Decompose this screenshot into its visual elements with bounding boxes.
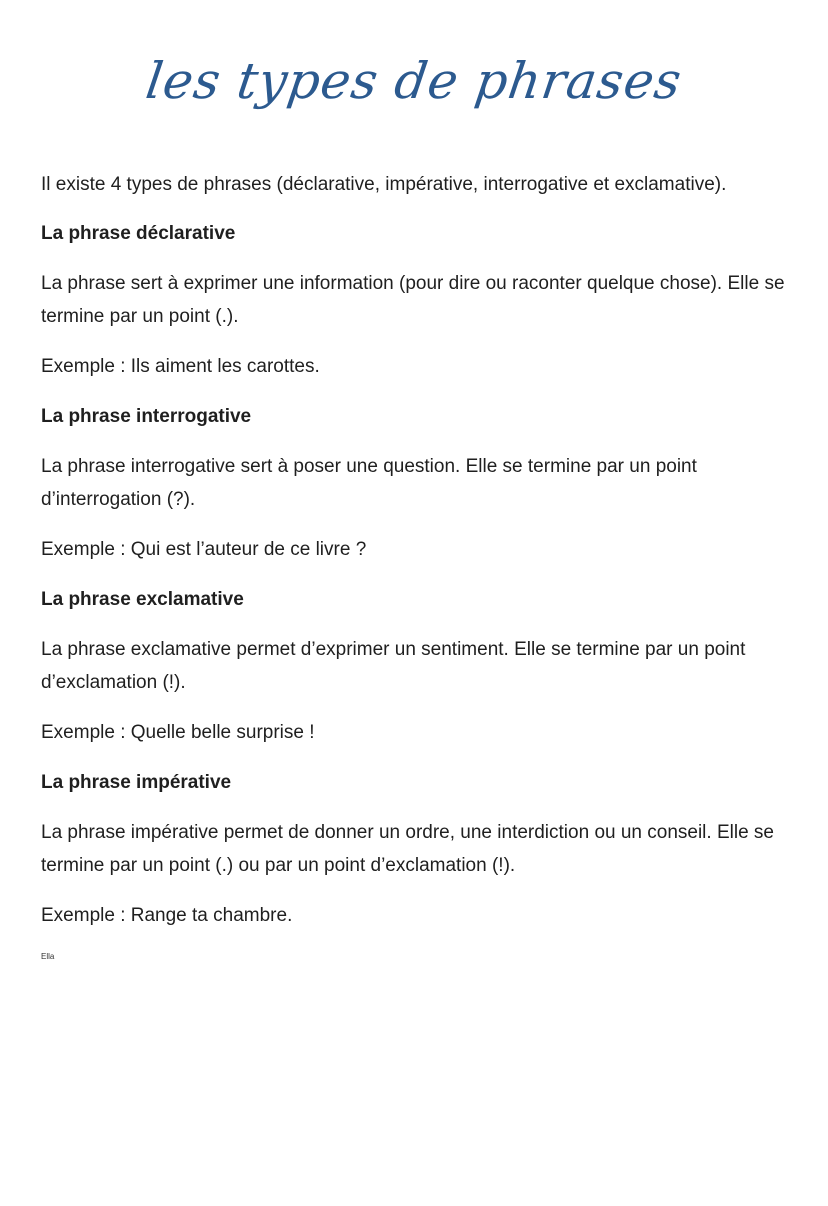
section-exclamative xyxy=(41,583,791,749)
section-example: Exemple : Qui est l’auteur de ce livre ? xyxy=(41,539,367,560)
section-example: Exemple : Ils aiment les carottes. xyxy=(41,356,320,377)
section-imperative xyxy=(41,766,791,932)
section-interrogative xyxy=(41,400,791,566)
section-heading: La phrase impérative xyxy=(41,772,232,793)
section-heading: La phrase déclarative xyxy=(41,223,236,244)
section-text: La phrase impérative permet de donner un ordre, une interdiction ou un conseil. Elle se termine par un point (.) ou par un point d’exclamation (!). xyxy=(41,822,774,876)
section-text: La phrase exclamative permet d’exprimer un sentiment. Elle se termine par un point d’exclamation (!). xyxy=(41,639,746,693)
section-declarative xyxy=(41,217,791,383)
author-signature: Ella xyxy=(41,952,55,961)
section-heading: La phrase interrogative xyxy=(41,406,252,427)
section-text: La phrase sert à exprimer une information (pour dire ou raconter quelque chose). Elle se termine par un point (.). xyxy=(41,273,785,327)
section-example: Exemple : Range ta chambre. xyxy=(41,905,293,926)
section-heading: La phrase exclamative xyxy=(41,589,244,610)
document-body xyxy=(41,168,791,949)
section-example: Exemple : Quelle belle surprise ! xyxy=(41,722,315,743)
page-title: les types de phrases xyxy=(142,52,686,110)
intro-paragraph: Il existe 4 types de phrases (déclarative, impérative, interrogative et exclamative). xyxy=(41,174,727,195)
section-text: La phrase interrogative sert à poser une question. Elle se termine par un point d’interrogation (?). xyxy=(41,456,697,510)
